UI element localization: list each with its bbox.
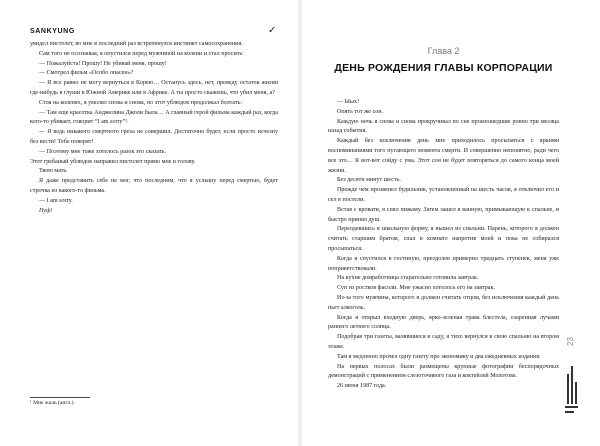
paragraph: Каждую ночь я снова и снова прокручивал во сне произошедшие ровно три месяца назад события. — [328, 118, 559, 135]
paragraph: Без десяти минут шесть. — [337, 177, 401, 184]
paragraph: — Я все равно не могу вернуться в Корею… Останусь здесь, нет, проведу остаток жизни где-нибудь в глуши в Южной Америке или в Африке. А ты просто скажешь, что убил меня, а? — [30, 80, 278, 96]
paragraph: Я даже представить себе не мог, что последним, что я услышу перед смертью, будет строчка из какого-то фильма. — [30, 178, 278, 194]
book-series-logo-icon — [563, 352, 579, 418]
paragraph: Встав с кровати, я снял пижаму. Затем зашел в ванную, примыкающую к спальне, и быстро принял душ. — [328, 206, 559, 223]
paragraph: Переодевшись в школьную форму, я вышел из спальни. Парень, которого я должен считать старшим братом, спал в комнате напротив моей и пока не собирался просыпаться. — [328, 226, 559, 252]
header-ornament-icon: ✓ — [268, 25, 277, 36]
footnote-divider — [30, 397, 90, 398]
paragraph: Сам того не осознавая, я опустился перед мужчиной на колени и стал просить: — [39, 50, 244, 57]
paragraph: — Пожалуйста! Прошу! Не убивай меня, прошу! — [39, 60, 167, 67]
paragraph: — Там еще красотка Анджелина Джоли была… А главный герой фильма каждый раз, когда кого-то убивает, говорит “I am sorry”¹. — [30, 109, 278, 126]
chapter-label: Глава 2 — [427, 46, 460, 56]
chapter-title: ДЕНЬ РОЖДЕНИЯ ГЛАВЫ КОРПОРАЦИИ — [334, 62, 553, 74]
left-page-text — [30, 40, 278, 216]
page-number: 23 — [566, 337, 575, 346]
paragraph: На кухне домработница старательно готовила завтрак. — [337, 275, 479, 282]
right-page-text — [328, 98, 559, 392]
paragraph: Твою мать. — [39, 168, 68, 175]
paragraph: Стоя на коленях, я умолял снова и снова, но этот ублюдок продолжал болтать: — [39, 99, 243, 106]
paragraph: увидел пистолет, во мне в последний раз встрепенулся инстинкт самосохранения. — [30, 41, 243, 47]
paragraph: Там я медленно прочел одну газету про экономику и два ежедневных издания. — [337, 353, 541, 360]
paragraph: Из-за того мужчина, которого я должен считать отцом, без исключения каждый день пьет алкоголь. — [328, 294, 559, 311]
paragraph: — I am sorry. — [39, 197, 73, 204]
paragraph: Когда я открыл входную дверь, ярко-зеленая трава блестела, озаренная лучами раннего летнего солнца. — [328, 314, 559, 331]
paragraph: — Смотрел фильм «Особо опасен»? — [39, 70, 134, 77]
paragraph: Подобрав три газеты, валявшиеся в саду, я тихо вернулся в свою спальню на втором этаже. — [328, 334, 559, 350]
paragraph: Каждый без исключения день мне приходилось просыпаться с яркими воспоминаниями того пугающего момента смерти. И совершенно непонятно, ради чего все это… Я вот-вот сойду с ума. Этот сон не будет повторяться до самого конца моей жизни. — [328, 138, 559, 174]
running-header: SANKYUNG — [30, 28, 75, 35]
paragraph: На первых полосах были размещены крупные фотографии беспорядочных демонстраций с применением слезоточивого газа и коктейлей Молотова. — [328, 363, 559, 380]
paragraph: — Я ведь никакого смертного греха не совершил. Достаточно будет, если просто исчезну без вести! Тебе поверят! — [30, 129, 278, 145]
page-gutter — [297, 0, 303, 446]
paragraph: Опять тот же сон. — [337, 108, 384, 115]
paragraph: 26 июня 1987 года. — [337, 383, 387, 390]
paragraph: Суп из ростков фасоли. Мне ужасно хотелось его на завтрак. — [337, 285, 495, 292]
paragraph: — Поэтому мне тоже хотелось разок это сказать. — [39, 148, 166, 155]
paragraph: Прежде чем прозвенел будильник, установленный на шесть часов, я отключил его и сел в постели. — [328, 187, 559, 203]
paragraph: Когда я спустился в гостиную, преодолев примерно тридцать ступенек, меня уже поприветствовали. — [328, 255, 559, 272]
footnote: ¹ Мне жаль (англ.). — [30, 400, 75, 406]
paragraph: — Ыых! — [337, 99, 360, 105]
paragraph: Пуф! — [39, 207, 53, 214]
paragraph: Этот гребаный ублюдок направил пистолет прямо мне в голову. — [30, 158, 196, 165]
